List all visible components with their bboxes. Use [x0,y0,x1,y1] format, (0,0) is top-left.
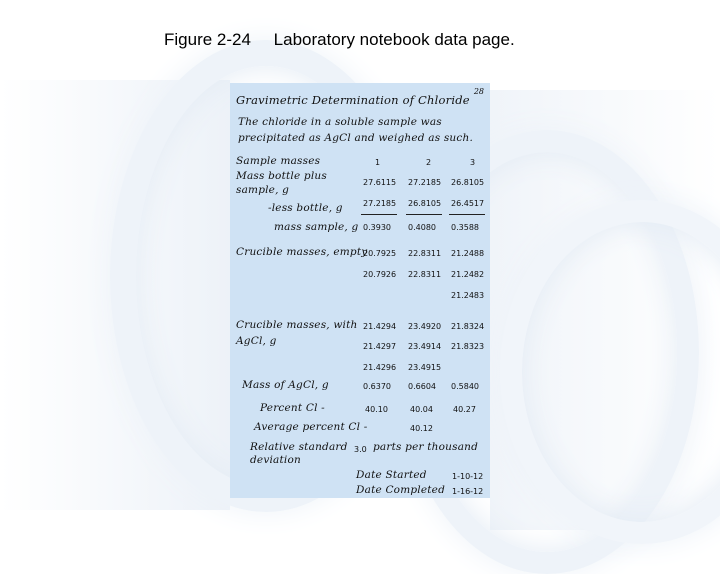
figure-caption-text: Laboratory notebook data page. [273,30,515,49]
crucible-empty-r3-v3: 21.2483 [451,291,485,300]
column-header-1: 1 [375,158,381,167]
date-started-label: Date Started [356,469,427,481]
crucible-with-r1-v3: 21.8324 [451,322,485,331]
date-started-value: 1-10-12 [452,472,484,481]
percent-cl-value-3: 40.27 [453,405,476,414]
mass-agcl-value-3: 0.5840 [451,382,479,391]
date-completed-label: Date Completed [356,484,446,496]
less-bottle-value-2: 26.8105 [408,199,442,208]
crucible-with-r2-v2: 23.4914 [408,342,442,351]
subtotal-underline-2 [406,214,442,215]
rsd-unit: parts per thousand [373,441,479,453]
percent-cl-value-2: 40.04 [410,405,433,414]
subtotal-underline-3 [449,214,485,215]
rsd-value: 3.0 [354,445,367,454]
crucible-with-r1-v1: 21.4294 [363,322,397,331]
mass-sample-value-1: 0.3930 [363,223,391,232]
column-header-3: 3 [470,158,476,167]
crucible-with-label-line1: Crucible masses, with [236,319,358,331]
crucible-empty-r2-v1: 20.7926 [363,270,397,279]
mass-sample-value-2: 0.4080 [408,223,436,232]
crucible-with-r3-v1: 21.4296 [363,363,397,372]
mass-bottle-label-line1: Mass bottle plus [236,170,327,182]
mass-agcl-value-1: 0.6370 [363,382,391,391]
intro-line-1: The chloride in a soluble sample was [238,116,442,128]
less-bottle-value-1: 27.2185 [363,199,397,208]
subtotal-underline-1 [361,214,397,215]
mass-bottle-label-line2: sample, g [236,184,290,196]
crucible-with-label-line2: AgCl, g [236,335,277,347]
average-percent-label: Average percent Cl - [254,421,368,433]
crucible-empty-label: Crucible masses, empty [236,246,368,258]
crucible-empty-r1-v1: 20.7925 [363,249,397,258]
intro-line-2: precipitated as AgCl and weighed as such. [238,132,473,144]
rsd-label-line1: Relative standard [250,441,348,453]
sample-masses-label: Sample masses [236,155,321,167]
crucible-with-r1-v2: 23.4920 [408,322,442,331]
notebook-page [230,83,490,498]
mass-sample-value-3: 0.3588 [451,223,479,232]
mass-agcl-label: Mass of AgCl, g [242,379,329,391]
crucible-with-r2-v1: 21.4297 [363,342,397,351]
figure-number: Figure 2-24 [164,30,251,49]
less-bottle-label: -less bottle, g [268,202,343,214]
average-percent-value: 40.12 [410,424,433,433]
crucible-empty-r1-v3: 21.2488 [451,249,485,258]
notebook-page-number: 28 [473,87,484,96]
crucible-empty-r1-v2: 22.8311 [408,249,442,258]
crucible-empty-r2-v3: 21.2482 [451,270,485,279]
crucible-with-r2-v3: 21.8323 [451,342,485,351]
percent-cl-label: Percent Cl - [260,402,325,414]
less-bottle-value-3: 26.4517 [451,199,485,208]
crucible-empty-r2-v2: 22.8311 [408,270,442,279]
mass-sample-label: mass sample, g [274,221,359,233]
mass-bottle-value-1: 27.6115 [363,178,397,187]
crucible-with-r3-v2: 23.4915 [408,363,442,372]
figure-caption [164,30,515,50]
mass-bottle-value-3: 26.8105 [451,178,485,187]
mass-agcl-value-2: 0.6604 [408,382,436,391]
notebook-title: Gravimetric Determination of Chloride [236,93,470,107]
rsd-label-line2: deviation [250,454,301,466]
column-header-2: 2 [426,158,432,167]
percent-cl-value-1: 40.10 [365,405,388,414]
mass-bottle-value-2: 27.2185 [408,178,442,187]
date-completed-value: 1-16-12 [452,487,484,496]
